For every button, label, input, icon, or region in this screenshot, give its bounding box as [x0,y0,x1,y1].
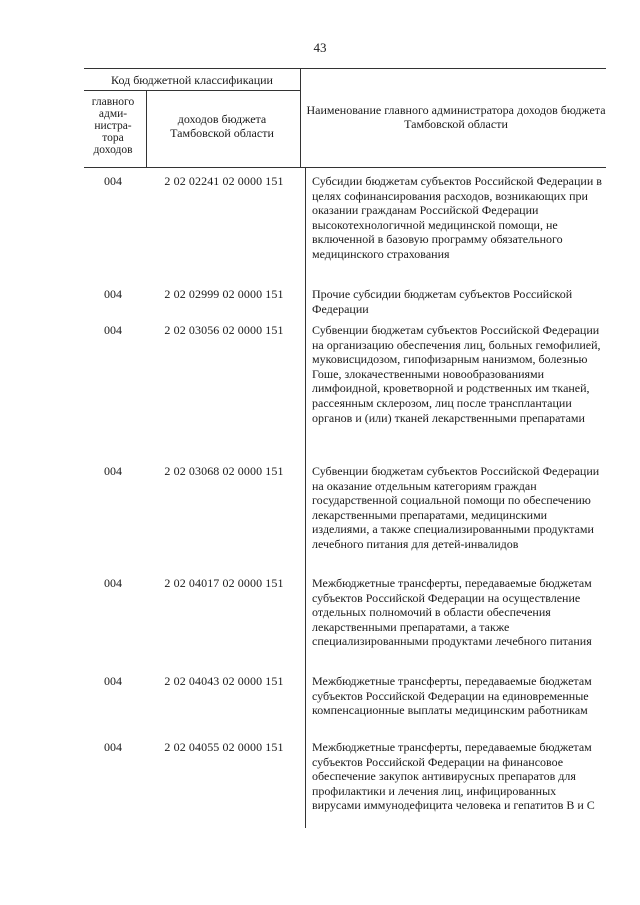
header-divider-1 [146,90,147,168]
row-name: Субвенции бюджетам субъектов Российской Федерации на оказание отдельным категориям граждан государственной социальной помощи по обеспечению лекарственными препаратами, медицинскими изделиями, а также специализированными продуктами лечебного питания для детей-инвалидов [312,464,600,551]
header-group-label: Код бюджетной классификации [111,73,273,87]
row-name: Субсидии бюджетам субъектов Российской Федерации в целях софинансирования расходов, возникающих при оказании гражданам Российской Федерации высокотехнологичной медицинской помощи, не включенной в базовую программу обязательного медицинского страхования [312,174,602,261]
row-name: Прочие субсидии бюджетам субъектов Российской Федерации [312,287,573,316]
row-income-code: 2 02 03056 02 0000 151 [164,323,284,337]
row-admin-code: 004 [104,674,122,688]
header-admin-column [84,96,142,156]
row-income-code: 2 02 02241 02 0000 151 [164,174,284,188]
row-admin-code: 004 [104,174,122,188]
row-name: Межбюджетные трансферты, передаваемые бюджетам субъектов Российской Федерации на финансовое обеспечение закупок антивирусных препаратов для профилактики и лечения лиц, инфицированных вирусами иммунодефицита человека и гепатитов В и С [312,740,595,813]
header-name-column: Наименование главного администратора доходов бюджета Тамбовской области [306,103,606,131]
row-income-code: 2 02 03068 02 0000 151 [164,464,284,478]
row-income-code: 2 02 04017 02 0000 151 [164,576,284,590]
header-bottom-rule [84,167,606,168]
header-admin-label: главного адми-нистра-тора доходов [91,96,135,156]
row-name: Межбюджетные трансферты, передаваемые бюджетам субъектов Российской Федерации на единовременные компенсационные выплаты медицинским работникам [312,674,592,718]
row-admin-code: 004 [104,287,122,301]
row-admin-code: 004 [104,576,122,590]
row-admin-code: 004 [104,740,122,754]
page-number: 43 [313,40,327,55]
header-income-column: доходов бюджета Тамбовской области [170,112,274,140]
row-admin-code: 004 [104,323,122,337]
header-group-divider [84,90,300,91]
row-name: Межбюджетные трансферты, передаваемые бюджетам субъектов Российской Федерации на осуществление отдельных полномочий в области обеспечения лекарственными препаратами, а также специализированными продуктами лечебного питания [312,576,592,649]
row-income-code: 2 02 02999 02 0000 151 [164,287,284,301]
header-divider-2 [300,69,301,168]
body-divider-name [305,168,306,828]
table-header [84,69,606,168]
row-admin-code: 004 [104,464,122,478]
row-income-code: 2 02 04043 02 0000 151 [164,674,284,688]
row-name: Субвенции бюджетам субъектов Российской Федерации на организацию обеспечения лиц, больных гемофилией, муковисцидозом, гипофизарным нанизмом, болезнью Гоше, злокачественными новообразованиями лимфоидной, кроветворной и родственных им тканей, рассеянным склерозом, лиц после трансплантации органов и (или) тканей лекарственными препаратами [312,323,601,425]
row-income-code: 2 02 04055 02 0000 151 [164,740,284,754]
